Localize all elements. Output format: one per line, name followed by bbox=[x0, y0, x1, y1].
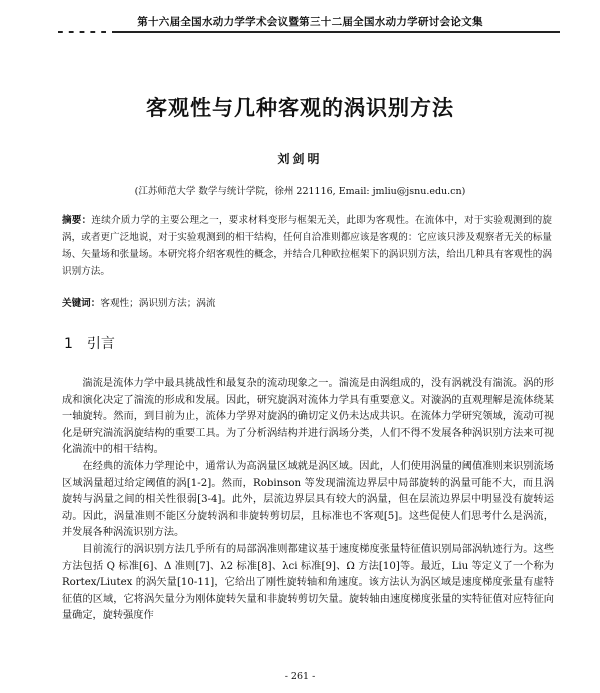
paper-title: 客观性与几种客观的涡识别方法 bbox=[146, 96, 454, 120]
keywords bbox=[62, 296, 552, 312]
header-rule-dash bbox=[52, 31, 112, 33]
keywords-label: 关键词： bbox=[62, 298, 101, 309]
section-number: 1 bbox=[64, 336, 73, 352]
abstract-label: 摘要： bbox=[62, 215, 92, 226]
header-rule bbox=[52, 31, 560, 33]
keywords-text: 客观性；涡识别方法；涡流 bbox=[100, 298, 216, 309]
abstract bbox=[62, 212, 552, 280]
body-text bbox=[62, 376, 554, 625]
running-header: 第十六届全国水动力学学术会议暨第三十二届全国水动力学研讨会论文集 bbox=[137, 16, 483, 28]
abstract-text: 连续介质力学的主要公理之一，要求材料变形与框架无关，此即为客观性。在流体中，对于实验观测到的旋涡，或者更广泛地说，对于实验观测到的相干结构，任何自洽准则都应该是客观的：它应该只涉及观察者无关的标量场、矢量场和张量场。本研究将介绍客观性的概念，并结合几种欧拉框架下的涡识别方法，给出几种具有客观性的涡识别方法。 bbox=[62, 215, 553, 277]
page-number: - 261 - bbox=[284, 671, 316, 682]
paragraph: 在经典的流体力学理论中，通常认为高涡量区域就是涡区域。因此，人们使用涡量的阈值准则来识别流场区域涡量超过给定阈值的涡[1-2]。然而，Robinson 等发现湍流边界层中局部旋转的涡量可能不大，而且涡旋转与涡量之间的相关性很弱[3-4]。此外，层流边界层具有较大的涡量，但在层流边界层中明显没有旋转运动。因此，涡量准则不能区分旋转涡和非旋转剪切层，且标准也不客观[5]。这些促使人们思考什么是涡流，并发展各种涡流识别方法。 bbox=[62, 460, 554, 539]
author-name: 刘剑明 bbox=[277, 152, 323, 166]
section-heading bbox=[64, 333, 115, 353]
paragraph: 目前流行的涡识别方法几乎所有的局部涡准则都建议基于速度梯度张量特征值识别局部涡轨迹行为。这些方法包括 Q 标准[6]、Δ 准则[7]、λ2 标准[8]、λci 标准[9]、Ω 方法[10]等。最近，Liu 等定义了一个称为 Rortex/Liutex 的涡矢量[10-11]，它给出了刚性旋转轴和角速度。该方法认为涡区域是速度梯度张量有虚特征值的区域，它将涡矢量分为刚体旋转矢量和非旋转剪切矢量。旋转轴由速度梯度张量的实特征值对应特征向量确定，旋转强度作 bbox=[62, 543, 554, 622]
paragraph: 湍流是流体力学中最具挑战性和最复杂的流动现象之一。湍流是由涡组成的，没有涡就没有湍流。涡的形成和演化决定了湍流的形成和发展。因此，研究旋涡对流体力学具有重要意义。对漩涡的直观理解是流体绕某一轴旋转。然而，到目前为止，流体力学界对旋涡的确切定义仍未达成共识。在流体力学研究领域，流动可视化是研究湍流涡旋结构的重要工具。为了分析涡结构并进行涡场分类，人们不得不发展各种涡识别方法来可视化湍流中的相干结构。 bbox=[62, 378, 554, 456]
section-title: 引言 bbox=[86, 336, 115, 352]
author-affiliation: (江苏师范大学 数学与统计学院，徐州 221116, Email: jmliu@jsnu.edu.cn) bbox=[134, 186, 466, 197]
